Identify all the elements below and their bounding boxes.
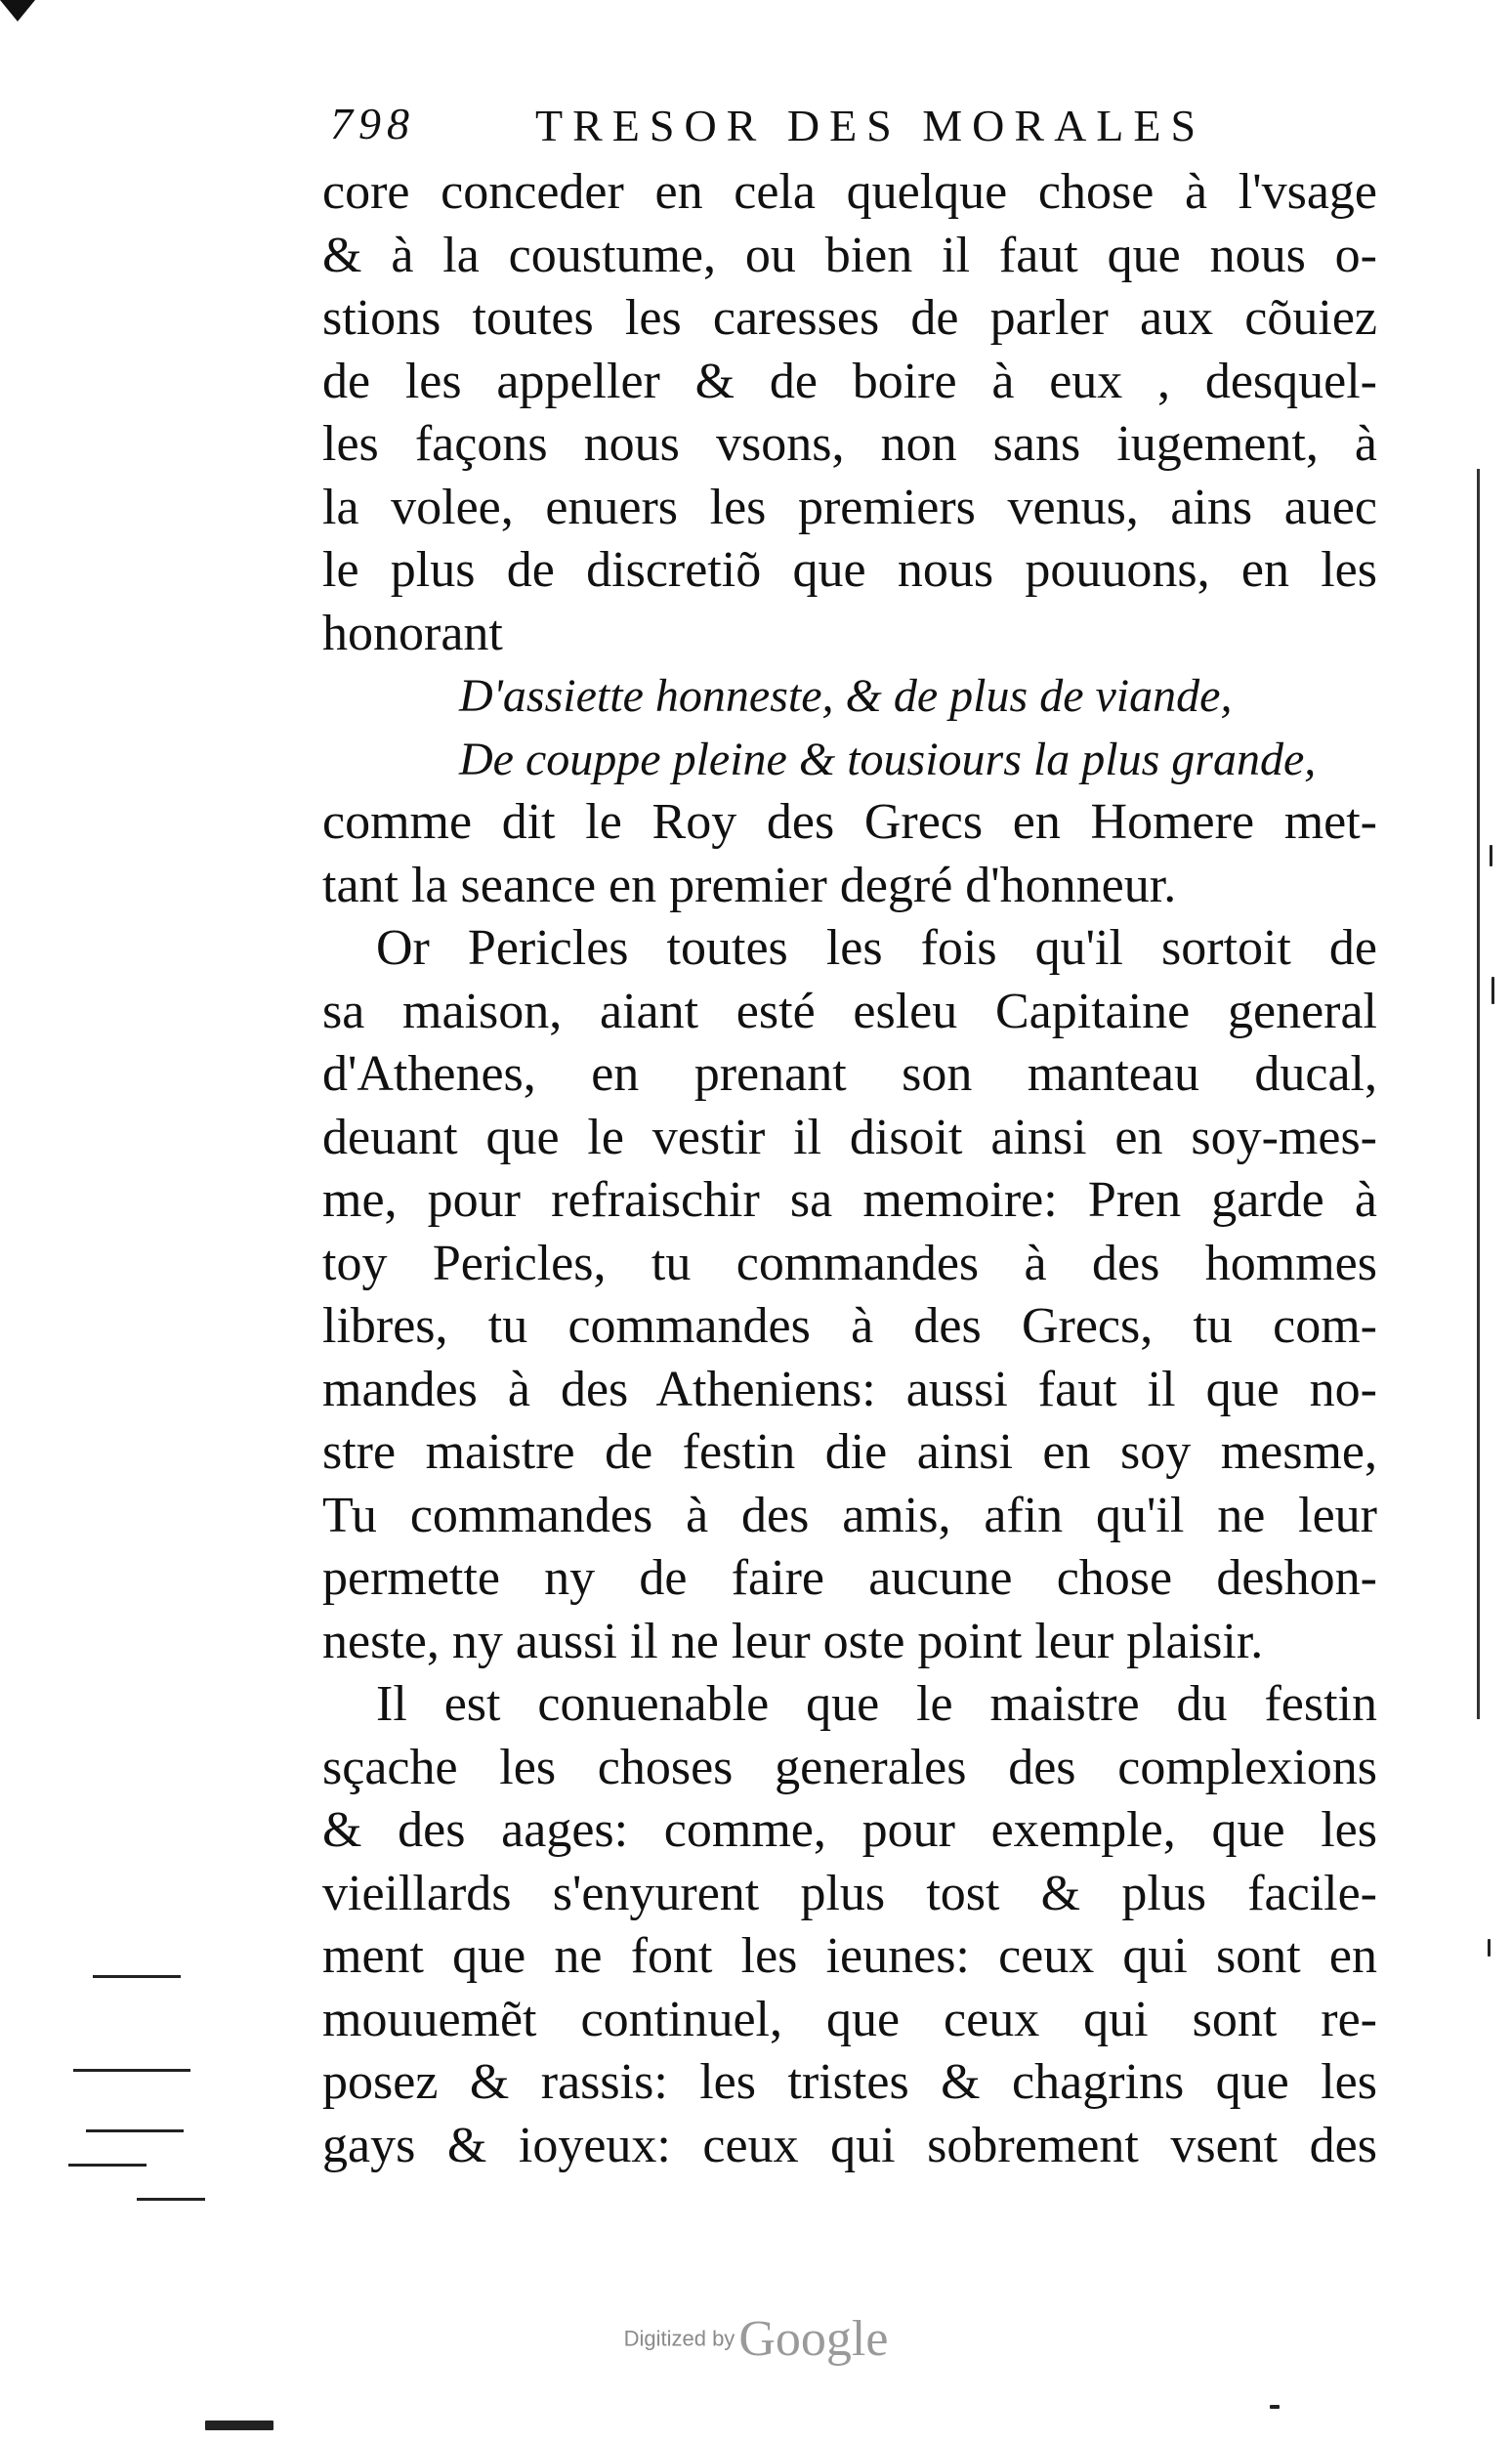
text-line: de les appeller & de boire à eux , desquel- (322, 353, 1377, 409)
binding-edge-line (1477, 469, 1480, 1719)
text-line: stre maistre de festin die ainsi en soy mesme, (322, 1424, 1377, 1480)
running-title: TRESOR DES MORALES (535, 101, 1206, 150)
text-line: sa maison, aiant esté esleu Capitaine general (322, 983, 1377, 1039)
ink-speck (205, 2421, 273, 2430)
ink-speck (1490, 845, 1492, 866)
text-line: stions toutes les caresses de parler aux cõuiez (322, 290, 1377, 346)
ink-speck (1488, 1939, 1491, 1957)
text-line: toy Pericles, tu commandes à des hommes (322, 1235, 1377, 1291)
text-line: Il est conuenable que le maistre du festin (376, 1676, 1377, 1732)
text-line: le plus de discretiõ que nous pouuons, en les (322, 542, 1377, 598)
text-line: les façons nous vsons, non sans iugement, à (322, 416, 1377, 472)
text-line: posez & rassis: les tristes & chagrins que les (322, 2054, 1377, 2110)
corner-mark (0, 0, 35, 21)
text-line: tant la seance en premier degré d'honneur. (322, 857, 1177, 913)
body-text (322, 161, 1377, 2177)
margin-mark (73, 2069, 190, 2072)
text-line: Tu commandes à des amis, afin qu'il ne leur (322, 1487, 1377, 1543)
text-line: vieillards s'enyurent plus tost & plus facile- (322, 1865, 1377, 1921)
ink-speck (1491, 977, 1494, 1004)
text-line: me, pour refraischir sa memoire: Pren garde à (322, 1172, 1377, 1228)
page-number: 798 (330, 99, 415, 148)
text-line: core conceder en cela quelque chose à l'vsage (322, 164, 1377, 220)
text-line: ment que ne font les ieunes: ceux qui sont en (322, 1928, 1377, 1984)
text-line: honorant (322, 605, 503, 661)
page-header (330, 98, 1346, 166)
google-logo: Google (738, 2311, 889, 2367)
text-line: d'Athenes, en prenant son manteau ducal, (322, 1046, 1377, 1102)
text-line: D'assiette honneste, & de plus de viande, (459, 670, 1233, 722)
text-line: & des aages: comme, pour exemple, que les (322, 1802, 1377, 1858)
text-line: deuant que le vestir il disoit ainsi en soy-mes- (322, 1109, 1377, 1165)
text-line: sçache les choses generales des complexions (322, 1739, 1377, 1795)
text-line: permette ny de faire aucune chose deshon- (322, 1550, 1377, 1606)
margin-mark (86, 2129, 184, 2132)
ink-speck (1270, 2405, 1280, 2409)
text-line: mandes à des Atheniens: aussi faut il que no- (322, 1361, 1377, 1417)
text-line: mouuemẽt continuel, que ceux qui sont re- (322, 1991, 1377, 2047)
text-line: & à la coustume, ou bien il faut que nous o- (322, 227, 1377, 283)
margin-mark (93, 1975, 181, 1978)
text-line: Or Pericles toutes les fois qu'il sortoit de (376, 920, 1377, 976)
margin-mark (137, 2198, 205, 2201)
digitization-footer (0, 2310, 1512, 2368)
text-line: libres, tu commandes à des Grecs, tu com- (322, 1298, 1377, 1354)
text-line: la volee, enuers les premiers venus, ains auec (322, 479, 1377, 535)
text-line: neste, ny aussi il ne leur oste point leur plaisir. (322, 1613, 1264, 1669)
text-line: De couppe pleine & tousiours la plus grande, (459, 733, 1317, 785)
text-line: comme dit le Roy des Grecs en Homere met- (322, 794, 1377, 850)
margin-mark (68, 2164, 147, 2167)
digitized-label: Digitized by (623, 2326, 735, 2351)
text-line: gays & ioyeux: ceux qui sobrement vsent des (322, 2117, 1377, 2173)
